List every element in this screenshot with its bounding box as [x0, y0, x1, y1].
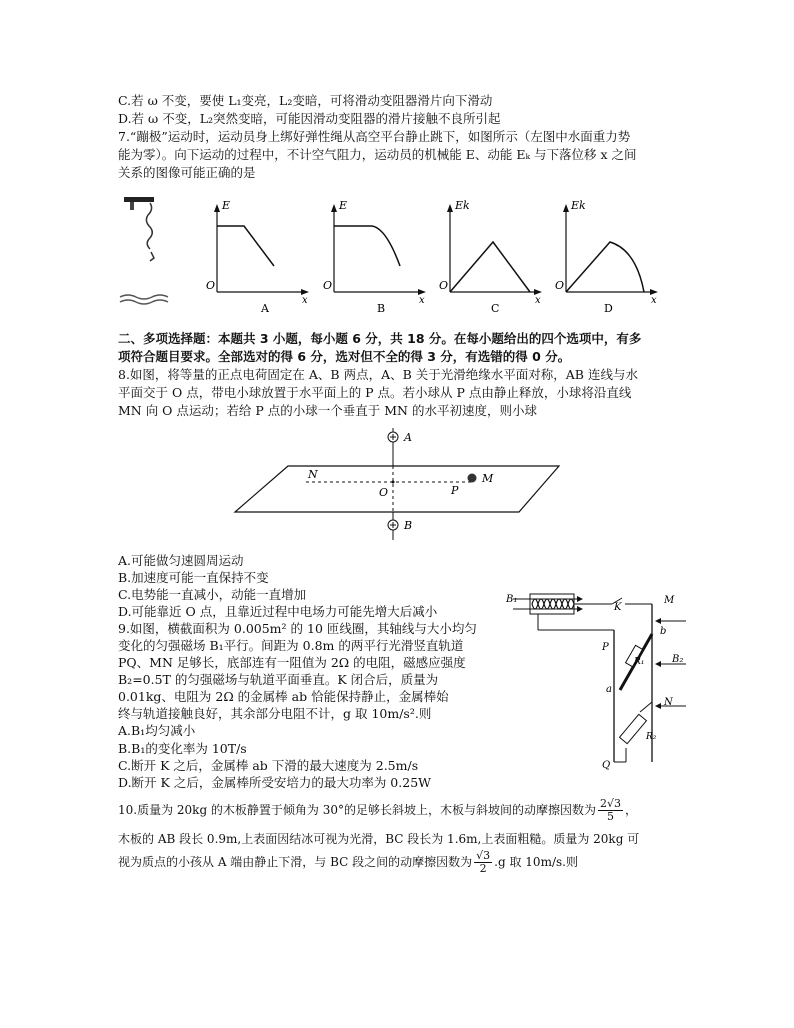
graph-b-xlabel: x	[419, 295, 425, 306]
q10-friction-fraction-2	[474, 850, 492, 875]
label-o: O	[379, 486, 389, 499]
q7-stem-line2: 能为零）。向下运动的过程中，不计空气阻力，运动员的机械能 E、动能 Eₖ 与下落位移 x 之间	[118, 147, 637, 162]
graph-b-origin: O	[323, 279, 333, 292]
q8-option-c: C.电势能一直减小，动能一直增加	[118, 587, 307, 602]
q10-stem-line2: 木板的 AB 段长 0.9m,上表面因结冰可视为光滑，BC 段长为 1.6m,上表面粗糙。质量为 20kg 可	[118, 832, 640, 846]
q8-stem-line2: 平面交于 O 点，带电小球放置于水平面上的 P 点。若小球从 P 点由静止释放，小球将沿直线	[118, 385, 632, 400]
label-m: M	[482, 472, 494, 485]
label-n: N	[308, 468, 318, 481]
q7-stem-line1: 7.“蹦极”运动时，运动员身上绑好弹性绳从高空平台静止跳下，如图所示（左图中水面重力势	[118, 129, 631, 144]
label-b1: B₁	[506, 594, 518, 605]
graph-d-ylabel: Ek	[571, 199, 586, 212]
graph-c-ylabel: Ek	[455, 199, 470, 212]
q10-frac2-numerator: √3	[476, 849, 491, 862]
graph-b	[331, 204, 426, 295]
q9-option-b: B.B₁的变化率为 10T/s	[118, 741, 247, 756]
label-r2: R₂	[646, 732, 657, 742]
q10-stem-line3	[118, 848, 578, 876]
q10-frac2-denominator: 2	[479, 862, 487, 875]
q10-line3-text: 视为质点的小孩从 A 端由静止下滑，与 BC 段之间的动摩擦因数为	[118, 855, 473, 869]
graph-d-label: D	[604, 302, 613, 315]
graph-d-xlabel: x	[651, 295, 657, 306]
label-a: A	[404, 431, 412, 444]
graph-c	[447, 204, 542, 295]
q9-stem-line6: 终与轨道接触良好，其余部分电阻不计，g 取 10m/s².则	[118, 706, 432, 721]
graph-a-xlabel: x	[302, 295, 308, 306]
q10-line1-text: 10.质量为 20kg 的木板静置于倾角为 30°的足够长斜坡上，木板与斜坡间的动摩擦因数为	[118, 803, 597, 817]
label-b2: B₂	[672, 654, 684, 665]
graph-d-curve	[566, 242, 644, 292]
graph-c-label: C	[491, 302, 500, 315]
graph-c-origin: O	[439, 279, 449, 292]
graph-a-curve	[217, 226, 274, 266]
graph-a-label: A	[261, 302, 269, 315]
q9-stem-line4: B₂=0.5T 的匀强磁场与轨道平面垂直。K 闭合后，质量为	[118, 672, 439, 687]
label-k: K	[614, 602, 622, 613]
q8-option-a: A.可能做匀速圆周运动	[118, 553, 244, 568]
label-p: P	[451, 484, 459, 497]
q9-option-d: D.断开 K 之后，金属棒所受安培力的最大功率为 0.25W	[118, 775, 431, 790]
q6-option-c: C.若 ω 不变，要使 L₁变亮，L₂变暗，可将滑动变阻器滑片向下滑动	[118, 93, 493, 108]
section2-header-line1: 二、多项选择题：本题共 3 小题，每小题 6 分，共 18 分。在每小题给出的四个选项中，有多	[118, 331, 642, 346]
graph-b-curve	[334, 226, 400, 266]
graph-a	[214, 204, 309, 295]
graph-c-curve	[450, 242, 530, 292]
label-b-end: b	[660, 626, 667, 637]
q6-option-d: D.若 ω 不变，L₂突然变暗，可能因滑动变阻器的滑片接触不良所引起	[118, 111, 501, 126]
label-a-end: a	[606, 684, 612, 695]
label-p2: P	[602, 642, 609, 653]
horizontal-plane	[235, 466, 559, 512]
label-n2: N	[664, 697, 673, 708]
q8-option-d: D.可能靠近 O 点，且靠近过程中电场力可能先增大后减小	[118, 604, 438, 619]
q9-stem-line5: 0.01kg、电阻为 2Ω 的金属棒 ab 恰能保持静止，金属棒始	[118, 689, 449, 704]
section2-header-line2: 项符合题目要求。全部选对的得 6 分，选对但不全的得 3 分，有选错的得 0 分。	[118, 349, 571, 364]
q10-friction-fraction-1	[598, 798, 623, 823]
graph-d	[563, 204, 658, 295]
charged-ball	[468, 474, 477, 483]
label-q: Q	[602, 760, 611, 771]
q9-option-a: A.B₁均匀减小	[118, 723, 196, 738]
q9-stem-line3: PQ、MN 足够长，底部连有一阻值为 2Ω 的电阻，磁感应强度	[118, 655, 466, 670]
graph-a-ylabel: E	[222, 199, 231, 212]
q9-stem-line1: 9.如图，横截面积为 0.005m² 的 10 匝线圈，其轴线与大小均匀	[118, 621, 477, 636]
graph-a-origin: O	[206, 279, 216, 292]
q10-frac1-after: ，	[625, 803, 638, 817]
label-m2: M	[664, 595, 675, 606]
graph-d-origin: O	[555, 279, 565, 292]
graph-c-xlabel: x	[535, 295, 541, 306]
graph-b-label: B	[377, 302, 386, 315]
resistor-r2	[620, 714, 647, 743]
q10-frac1-denominator: 5	[607, 810, 615, 823]
q7-stem-line3: 关系的图像可能正确的是	[118, 165, 256, 180]
q10-line3-after: .g 取 10m/s.则	[494, 855, 578, 869]
q9-stem-line2: 变化的匀强磁场 B₁平行。间距为 0.8m 的两平行光滑竖直轨道	[118, 638, 464, 653]
q10-frac1-numerator: 2√3	[600, 797, 622, 810]
q8-stem-line1: 8.如图，将等量的正点电荷固定在 A、B 两点，A、B 关于光滑绝缘水平面对称，AB 连线与水	[118, 367, 638, 382]
label-r1: R₁	[634, 657, 645, 667]
q10-stem-line1	[118, 797, 637, 823]
q8-stem-line3: MN 向 O 点运动；若给 P 点的小球一个垂直于 MN 的水平初速度，则小球	[118, 403, 537, 418]
q8-option-b: B.加速度可能一直保持不变	[118, 570, 269, 585]
q8-figure	[235, 428, 559, 540]
graph-b-ylabel: E	[339, 199, 348, 212]
q9-circuit-figure	[513, 594, 686, 762]
bungee-jumper-sketch	[120, 197, 168, 304]
label-b: B	[404, 519, 413, 532]
q9-option-c: C.断开 K 之后，金属棒 ab 下滑的最大速度为 2.5m/s	[118, 758, 419, 773]
